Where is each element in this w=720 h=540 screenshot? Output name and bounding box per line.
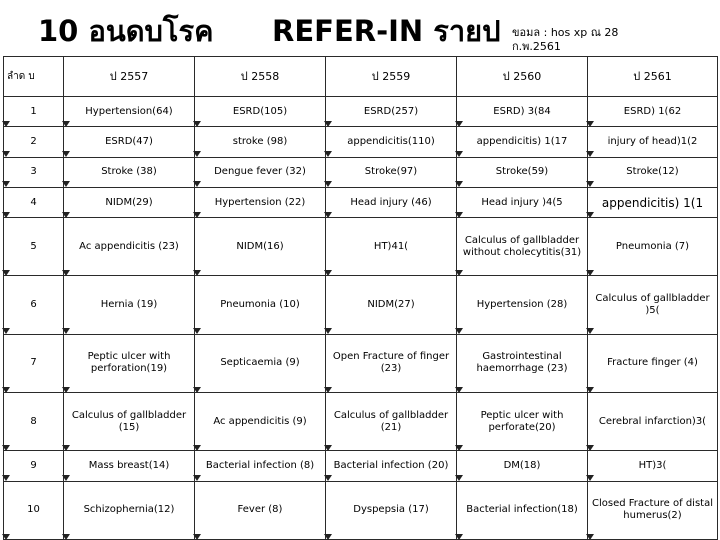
cell-marker-icon: [2, 387, 10, 393]
table-row: [4, 393, 718, 451]
cell-marker-icon: [586, 121, 594, 127]
cell-2560: Head injury )4(5: [457, 187, 588, 217]
cell-marker-icon: [324, 270, 332, 276]
table-row: [4, 187, 718, 217]
cell-2560: Bacterial infection(18): [457, 481, 588, 539]
cell-marker-icon: [2, 328, 10, 334]
cell-2557: Peptic ulcer with perforation(19): [64, 334, 195, 392]
title-bar: [0, 0, 720, 56]
cell-marker-icon: [324, 121, 332, 127]
cell-marker-icon: [62, 534, 70, 540]
cell-marker-icon: [586, 387, 594, 393]
cell-2561: injury of head)1(2: [588, 127, 718, 157]
cell-2558: ESRD(105): [195, 97, 326, 127]
rank-cell: 8: [4, 393, 64, 451]
table-row: [4, 97, 718, 127]
cell-marker-icon: [62, 475, 70, 481]
cell-marker-icon: [193, 445, 201, 451]
cell-marker-icon: [193, 387, 201, 393]
cell-2559: Bacterial infection (20): [326, 451, 457, 481]
cell-marker-icon: [193, 534, 201, 540]
cell-marker-icon: [455, 328, 463, 334]
header-year-2558: ป 2558: [195, 57, 326, 97]
cell-2559: Open Fracture of finger (23): [326, 334, 457, 392]
cell-2557: Hypertension(64): [64, 97, 195, 127]
cell-marker-icon: [324, 212, 332, 218]
cell-2559: Head injury (46): [326, 187, 457, 217]
cell-marker-icon: [324, 151, 332, 157]
rank-cell: 9: [4, 451, 64, 481]
cell-2558: Dengue fever (32): [195, 157, 326, 187]
cell-marker-icon: [455, 387, 463, 393]
cell-marker-icon: [455, 121, 463, 127]
rank-cell: 7: [4, 334, 64, 392]
cell-2559: Dyspepsia (17): [326, 481, 457, 539]
cell-marker-icon: [586, 534, 594, 540]
cell-2557: Schizophernia(12): [64, 481, 195, 539]
table-row: [4, 451, 718, 481]
cell-marker-icon: [2, 212, 10, 218]
cell-2560: DM(18): [457, 451, 588, 481]
cell-marker-icon: [193, 270, 201, 276]
cell-2558: NIDM(16): [195, 218, 326, 276]
cell-marker-icon: [2, 475, 10, 481]
cell-2559: Calculus of gallbladder (21): [326, 393, 457, 451]
page-title-refer: REFER-IN รายป: [272, 14, 501, 48]
cell-marker-icon: [586, 270, 594, 276]
rank-cell: 1: [4, 97, 64, 127]
table-row: [4, 334, 718, 392]
cell-2561: HT)3(: [588, 451, 718, 481]
cell-marker-icon: [455, 475, 463, 481]
cell-2557: Ac appendicitis (23): [64, 218, 195, 276]
source-note: [512, 26, 618, 54]
cell-2560: ESRD) 3(84: [457, 97, 588, 127]
cell-marker-icon: [62, 328, 70, 334]
source-line-2: ก.พ.2561: [512, 40, 561, 53]
cell-marker-icon: [586, 328, 594, 334]
cell-2559: NIDM(27): [326, 276, 457, 334]
cell-2557: Mass breast(14): [64, 451, 195, 481]
ranking-table: [3, 56, 718, 540]
rank-cell: 3: [4, 157, 64, 187]
cell-2561: Closed Fracture of distal humerus(2): [588, 481, 718, 539]
cell-marker-icon: [586, 212, 594, 218]
cell-marker-icon: [586, 475, 594, 481]
cell-marker-icon: [455, 534, 463, 540]
cell-2557: Hernia (19): [64, 276, 195, 334]
cell-2559: Stroke(97): [326, 157, 457, 187]
rank-cell: 4: [4, 187, 64, 217]
table-header-row: [4, 57, 718, 97]
cell-2558: Pneumonia (10): [195, 276, 326, 334]
cell-2559: appendicitis(110): [326, 127, 457, 157]
table-row: [4, 481, 718, 539]
cell-2560: Stroke(59): [457, 157, 588, 187]
cell-marker-icon: [193, 328, 201, 334]
cell-marker-icon: [455, 151, 463, 157]
cell-marker-icon: [455, 270, 463, 276]
page-title: 10 อนดบโรค: [38, 14, 214, 48]
cell-marker-icon: [62, 212, 70, 218]
cell-marker-icon: [324, 534, 332, 540]
cell-marker-icon: [455, 445, 463, 451]
cell-marker-icon: [2, 270, 10, 276]
cell-2561: Pneumonia (7): [588, 218, 718, 276]
cell-2560: Hypertension (28): [457, 276, 588, 334]
cell-marker-icon: [324, 387, 332, 393]
cell-marker-icon: [193, 151, 201, 157]
cell-2558: Ac appendicitis (9): [195, 393, 326, 451]
cell-marker-icon: [2, 121, 10, 127]
cell-marker-icon: [193, 181, 201, 187]
cell-2561: Calculus of gallbladder )5(: [588, 276, 718, 334]
cell-marker-icon: [586, 181, 594, 187]
cell-marker-icon: [586, 445, 594, 451]
cell-2558: stroke (98): [195, 127, 326, 157]
cell-marker-icon: [324, 445, 332, 451]
cell-marker-icon: [62, 121, 70, 127]
table-row: [4, 127, 718, 157]
cell-marker-icon: [324, 475, 332, 481]
cell-2559: HT)41(: [326, 218, 457, 276]
cell-marker-icon: [62, 387, 70, 393]
cell-marker-icon: [455, 212, 463, 218]
header-rank: ลำด บ: [4, 57, 64, 97]
cell-marker-icon: [62, 270, 70, 276]
cell-2560: appendicitis) 1(17: [457, 127, 588, 157]
rank-cell: 5: [4, 218, 64, 276]
cell-2561: Cerebral infarction)3(: [588, 393, 718, 451]
table-row: [4, 218, 718, 276]
cell-marker-icon: [62, 181, 70, 187]
rank-cell: 10: [4, 481, 64, 539]
header-year-2560: ป 2560: [457, 57, 588, 97]
cell-2557: Calculus of gallbladder (15): [64, 393, 195, 451]
cell-marker-icon: [193, 475, 201, 481]
cell-2560: Peptic ulcer with perforate(20): [457, 393, 588, 451]
cell-2558: Fever (8): [195, 481, 326, 539]
cell-2561: Fracture finger (4): [588, 334, 718, 392]
cell-marker-icon: [2, 151, 10, 157]
cell-2558: Hypertension (22): [195, 187, 326, 217]
cell-2559: ESRD(257): [326, 97, 457, 127]
cell-marker-icon: [62, 445, 70, 451]
header-year-2561: ป 2561: [588, 57, 718, 97]
cell-marker-icon: [2, 181, 10, 187]
cell-2557: ESRD(47): [64, 127, 195, 157]
cell-2557: Stroke (38): [64, 157, 195, 187]
cell-2557: NIDM(29): [64, 187, 195, 217]
cell-2558: Bacterial infection (8): [195, 451, 326, 481]
cell-2561: ESRD) 1(62: [588, 97, 718, 127]
cell-marker-icon: [586, 151, 594, 157]
cell-marker-icon: [62, 151, 70, 157]
table-row: [4, 157, 718, 187]
table-row: [4, 276, 718, 334]
cell-marker-icon: [2, 534, 10, 540]
cell-2561: appendicitis) 1(1: [588, 187, 718, 217]
cell-2560: Gastrointestinal haemorrhage (23): [457, 334, 588, 392]
cell-2558: Septicaemia (9): [195, 334, 326, 392]
cell-marker-icon: [324, 328, 332, 334]
cell-marker-icon: [193, 212, 201, 218]
header-year-2559: ป 2559: [326, 57, 457, 97]
source-line-1: ขอมล : hos xp ณ 28: [512, 26, 619, 39]
cell-marker-icon: [2, 445, 10, 451]
cell-marker-icon: [324, 181, 332, 187]
cell-2561: Stroke(12): [588, 157, 718, 187]
cell-marker-icon: [455, 181, 463, 187]
rank-cell: 2: [4, 127, 64, 157]
header-year-2557: ป 2557: [64, 57, 195, 97]
rank-cell: 6: [4, 276, 64, 334]
cell-marker-icon: [193, 121, 201, 127]
cell-2560: Calculus of gallbladder without cholecytitis(31): [457, 218, 588, 276]
